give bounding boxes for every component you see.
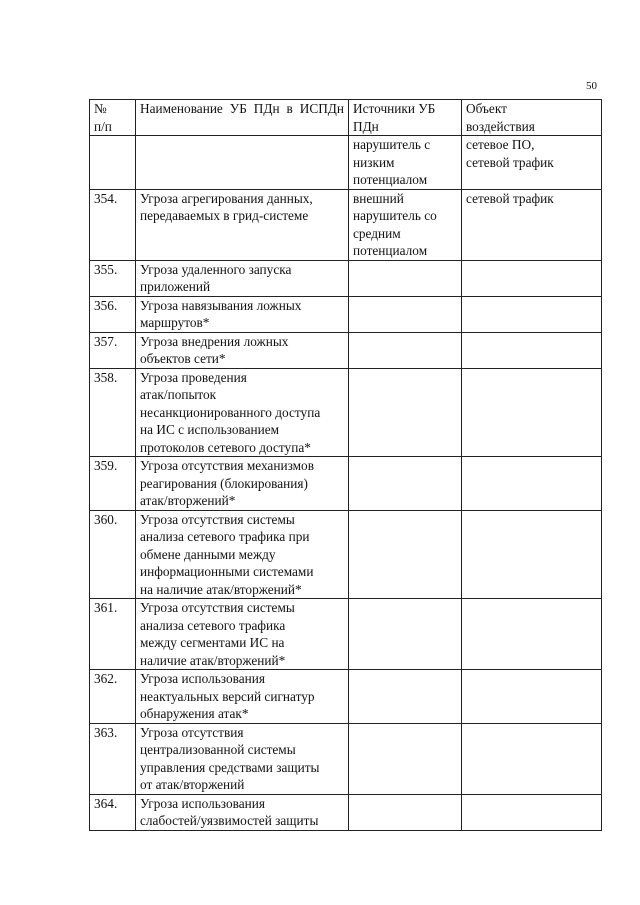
row-threat-source [349, 260, 462, 296]
row-impact-object: сетевой трафик [462, 189, 602, 260]
row-threat-source [349, 510, 462, 599]
row-number: 355. [90, 260, 136, 296]
row-threat-name: Угроза отсутствия системы анализа сетевого трафика при обмене данными между информационными системами на наличие атак/вторжений* [136, 510, 349, 599]
row-number: 362. [90, 670, 136, 724]
table-row [90, 296, 602, 332]
table-header-row [90, 100, 602, 136]
table-row [90, 510, 602, 599]
row-threat-name: Угроза проведения атак/попыток несанкционированного доступа на ИС с использованием протоколов сетевого доступа* [136, 368, 349, 457]
table-row [90, 260, 602, 296]
row-threat-name: Угроза навязывания ложных маршрутов* [136, 296, 349, 332]
row-number: 354. [90, 189, 136, 260]
row-threat-source: внешний нарушитель со средним потенциалом [349, 189, 462, 260]
header-impact-object: Объект воздействия [462, 100, 602, 136]
row-threat-source: нарушитель с низким потенциалом [349, 136, 462, 190]
row-threat-name [136, 136, 349, 190]
row-threat-source [349, 368, 462, 457]
table-row [90, 670, 602, 724]
row-threat-source [349, 457, 462, 511]
row-impact-object [462, 457, 602, 511]
row-number: 358. [90, 368, 136, 457]
table-row [90, 457, 602, 511]
row-threat-source [349, 670, 462, 724]
row-threat-source [349, 296, 462, 332]
row-threat-source [349, 794, 462, 830]
row-impact-object [462, 296, 602, 332]
table-row [90, 599, 602, 670]
row-number: 360. [90, 510, 136, 599]
row-impact-object [462, 599, 602, 670]
header-number: № п/п [90, 100, 136, 136]
row-number: 361. [90, 599, 136, 670]
row-number: 356. [90, 296, 136, 332]
table-row [90, 368, 602, 457]
table-row [90, 136, 602, 190]
row-impact-object [462, 510, 602, 599]
row-threat-source [349, 599, 462, 670]
row-threat-name: Угроза использования неактуальных версий сигнатур обнаружения атак* [136, 670, 349, 724]
row-threat-source [349, 332, 462, 368]
row-number [90, 136, 136, 190]
row-impact-object [462, 260, 602, 296]
row-threat-name: Угроза отсутствия механизмов реагирования (блокирования) атак/вторжений* [136, 457, 349, 511]
row-number: 363. [90, 723, 136, 794]
page-number: 50 [586, 80, 597, 92]
row-number: 357. [90, 332, 136, 368]
table-row [90, 794, 602, 830]
header-threat-name: Наименование УБ ПДн в ИСПДн [136, 100, 349, 136]
row-impact-object [462, 332, 602, 368]
scan-mark: · [148, 826, 151, 835]
row-threat-name: Угроза удаленного запуска приложений [136, 260, 349, 296]
row-impact-object [462, 368, 602, 457]
header-threat-source: Источники УБ ПДн [349, 100, 462, 136]
row-threat-name: Угроза агрегирования данных, передаваемых в грид-системе [136, 189, 349, 260]
row-threat-name: Угроза использования слабостей/уязвимостей защиты [136, 794, 349, 830]
row-threat-source [349, 723, 462, 794]
row-threat-name: Угроза отсутствия централизованной системы управления средствами защиты от атак/вторжений [136, 723, 349, 794]
table-row [90, 723, 602, 794]
row-impact-object [462, 723, 602, 794]
row-number: 359. [90, 457, 136, 511]
row-impact-object [462, 794, 602, 830]
row-impact-object: сетевое ПО, сетевой трафик [462, 136, 602, 190]
threats-table [89, 99, 602, 831]
table-row [90, 189, 602, 260]
table-row [90, 332, 602, 368]
row-impact-object [462, 670, 602, 724]
row-number: 364. [90, 794, 136, 830]
row-threat-name: Угроза отсутствия системы анализа сетевого трафика между сегментами ИС на наличие атак/вторжений* [136, 599, 349, 670]
row-threat-name: Угроза внедрения ложных объектов сети* [136, 332, 349, 368]
